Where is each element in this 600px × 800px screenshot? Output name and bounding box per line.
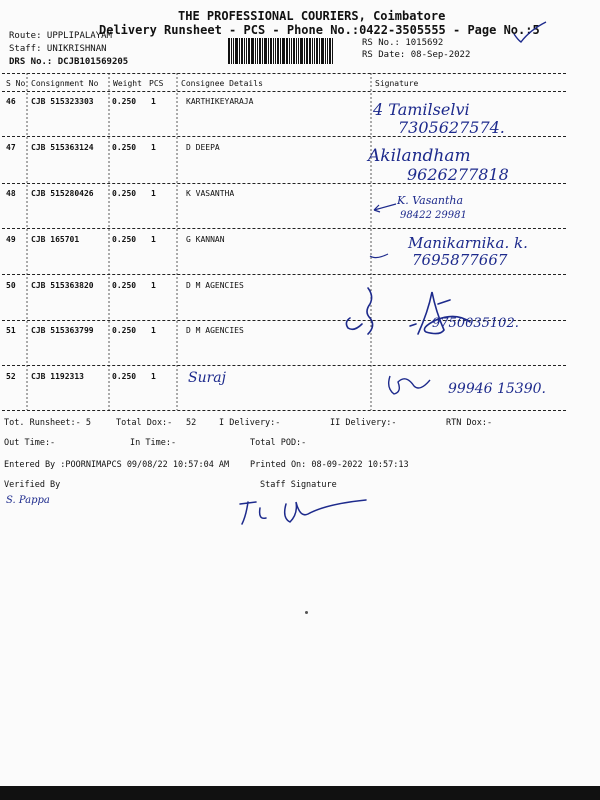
barcode-bar [319, 38, 320, 64]
tot-runsheet: Tot. Runsheet:- 5 [4, 418, 91, 428]
rs-number: RS No.: 1015692 [362, 38, 444, 48]
barcode-bar [293, 38, 295, 64]
barcode-bar [244, 38, 245, 64]
barcode-bar [280, 38, 281, 64]
row-52-phone: 99946 15390. [448, 381, 546, 397]
barcode-bar [246, 38, 247, 64]
handwritten-signature [384, 370, 434, 400]
barcode-bar [309, 38, 311, 64]
barcode-bar [289, 38, 290, 64]
barcode-bar [314, 38, 315, 64]
row-51-phone: 9750035102. [432, 316, 519, 331]
ii-delivery: II Delivery:- [330, 418, 397, 428]
row-divider [2, 365, 566, 366]
barcode-bar [275, 38, 276, 64]
row-49-phone: 7695877667 [412, 251, 508, 269]
row-divider [2, 228, 566, 229]
row-51-consignee: D M AGENCIES [186, 326, 244, 335]
row-50-pcs: 1 [151, 281, 156, 290]
row-49-signature: Manikarnika. k. [408, 234, 528, 252]
row-50-consignment: CJB 515363820 [31, 281, 94, 290]
barcode-bar [286, 38, 288, 64]
entered-by: Entered By :POORNIMAPCS 09/08/22 10:57:04 AM [4, 460, 230, 470]
barcode-bar [316, 38, 318, 64]
barcode-bar [321, 38, 324, 64]
barcode-bar [241, 38, 243, 64]
barcode-bar [270, 38, 272, 64]
row-50-consignee: D M AGENCIES [186, 281, 244, 290]
row-52-weight: 0.250 [112, 372, 137, 381]
rs-date: RS Date: 08-Sep-2022 [362, 50, 471, 60]
scan-edge [0, 786, 600, 800]
verified-by-signature: S. Pappa [6, 495, 50, 506]
row-47-consignee: D DEEPA [186, 143, 220, 152]
column-header-pcs: PCS [149, 79, 164, 88]
row-48-pcs: 1 [151, 189, 156, 198]
barcode-bar [268, 38, 269, 64]
row-52-consignment: CJB 1192313 [31, 372, 84, 381]
barcode-bar [277, 38, 279, 64]
row-49-weight: 0.250 [112, 235, 137, 244]
row-51-consignment: CJB 515363799 [31, 326, 94, 335]
barcode-bar [264, 38, 267, 64]
row-47-signature: Akilandham [368, 146, 471, 166]
row-48-signature: K. Vasantha [397, 194, 464, 207]
row-49-consignment: CJB 165701 [31, 235, 80, 244]
company-name: THE PROFESSIONAL COURIERS, Coimbatore [178, 9, 446, 23]
staff-signature-scrawl [236, 494, 386, 530]
row-49-pcs: 1 [151, 235, 156, 244]
staff-label: Staff: UNIKRISHNAN [9, 44, 107, 54]
row-51-pcs: 1 [151, 326, 156, 335]
drs-number: DRS No.: DCJB101569205 [9, 57, 129, 67]
barcode-bar [304, 38, 305, 64]
row-52-pcs: 1 [151, 372, 156, 381]
row-49-sno: 49 [6, 235, 16, 244]
table-bottom-divider [2, 410, 566, 411]
column-header-consignee: Consignee Details [181, 79, 263, 88]
barcode-bar [233, 38, 234, 64]
barcode-bar [231, 38, 232, 64]
row-48-weight: 0.250 [112, 189, 137, 198]
in-time: In Time:- [130, 438, 177, 448]
barcode-bar [327, 38, 328, 64]
row-47-consignment: CJB 515363124 [31, 143, 94, 152]
row-46-weight: 0.250 [112, 97, 137, 106]
row-51-sno: 51 [6, 326, 16, 335]
row-46-consignee: KARTHIKEYARAJA [186, 97, 254, 106]
column-header-sno: S No [6, 79, 26, 88]
barcode-bar [235, 38, 238, 64]
barcode-bar [228, 38, 230, 64]
row-46-signature: 4 Tamilselvi [373, 100, 470, 119]
row-divider [2, 183, 566, 184]
barcode-bar [255, 38, 256, 64]
row-47-sno: 47 [6, 143, 16, 152]
check-mark-icon [512, 20, 548, 44]
barcode-bar [251, 38, 254, 64]
scan-speck [305, 611, 308, 614]
row-46-pcs: 1 [151, 97, 156, 106]
row-46-sno: 46 [6, 97, 16, 106]
total-dox-label: Total Dox:- [116, 418, 173, 428]
arrow-icon [370, 200, 398, 214]
column-header-signature: Signature [375, 79, 419, 88]
barcode-bar [300, 38, 303, 64]
barcode-bar [312, 38, 313, 64]
printed-on: Printed On: 08-09-2022 10:57:13 [250, 460, 409, 470]
row-47-pcs: 1 [151, 143, 156, 152]
row-47-phone: 9626277818 [407, 165, 509, 184]
staff-signature-label: Staff Signature [260, 480, 337, 490]
column-header-weight: Weight [113, 79, 142, 88]
barcode-bar [239, 38, 240, 64]
out-time: Out Time:- [4, 438, 56, 448]
row-48-sno: 48 [6, 189, 16, 198]
barcode-bar [325, 38, 326, 64]
row-50-weight: 0.250 [112, 281, 137, 290]
row-52-sno: 52 [6, 372, 16, 381]
row-48-phone: 98422 29981 [400, 210, 467, 221]
row-48-consignment: CJB 515280426 [31, 189, 94, 198]
tick-icon [368, 250, 390, 262]
barcode-bar [296, 38, 297, 64]
barcode-bar [257, 38, 258, 64]
row-50-sno: 50 [6, 281, 16, 290]
i-delivery: I Delivery:- [219, 418, 281, 428]
row-52-consignee: Suraj [188, 370, 226, 386]
barcode-bar [291, 38, 292, 64]
row-48-consignee: K VASANTHA [186, 189, 235, 198]
row-divider [2, 274, 566, 275]
row-divider [2, 136, 566, 137]
rtn-dox: RTN Dox:- [446, 418, 493, 428]
barcode-bar [282, 38, 285, 64]
row-47-weight: 0.250 [112, 143, 137, 152]
row-46-phone: 7305627574. [398, 118, 505, 137]
barcode-bar [332, 38, 333, 64]
route-label: Route: UPPLIPALAYAM [9, 31, 112, 41]
barcode-bar [259, 38, 261, 64]
total-dox-value: 52 [186, 418, 197, 428]
barcode [228, 38, 356, 64]
barcode-bar [248, 38, 250, 64]
barcode-bar [306, 38, 308, 64]
barcode-bar [273, 38, 274, 64]
runsheet-title: Delivery Runsheet - PCS - Phone No.:0422-3505555 - Page No.:5 [99, 23, 540, 37]
total-pod: Total POD:- [250, 438, 307, 448]
verified-by-label: Verified By [4, 480, 61, 490]
row-46-consignment: CJB 515323303 [31, 97, 94, 106]
row-49-consignee: G KANNAN [186, 235, 225, 244]
row-51-weight: 0.250 [112, 326, 137, 335]
barcode-bar [298, 38, 299, 64]
barcode-bar [262, 38, 263, 64]
column-header-consignment: Consignment No [31, 79, 99, 88]
barcode-bar [329, 38, 331, 64]
